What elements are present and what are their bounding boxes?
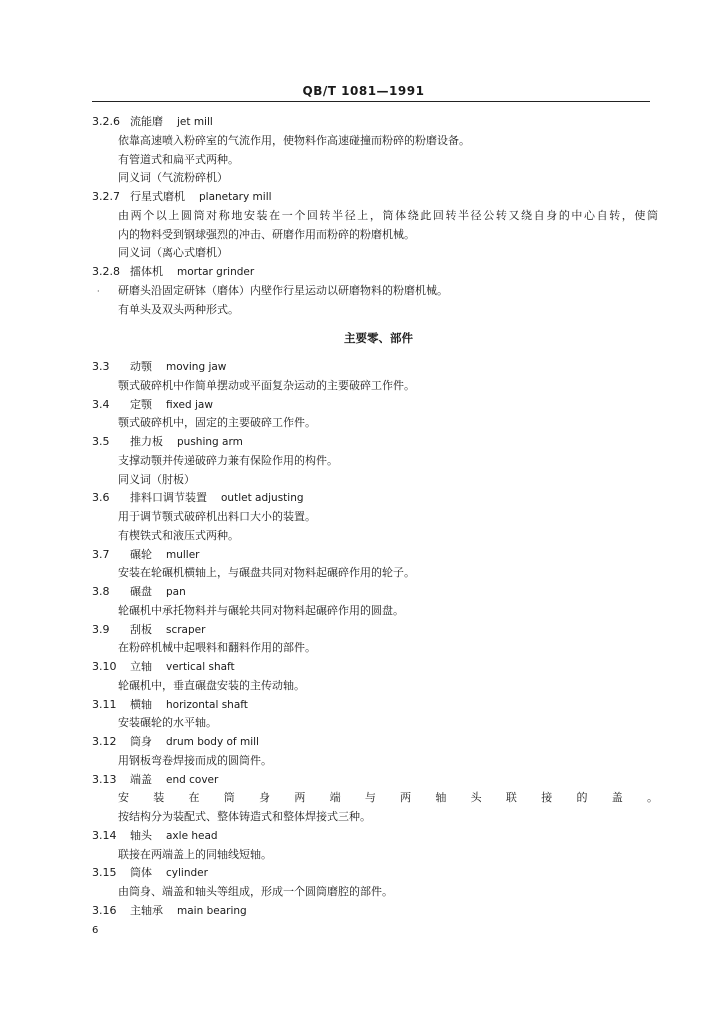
term-english: pushing arm — [177, 436, 243, 448]
term-english: drum body of mill — [166, 736, 259, 748]
term-english: pan — [166, 586, 186, 598]
term-chinese: 刮板 — [130, 622, 152, 636]
term-definition-line: 用钢板弯卷焊接而成的圆筒件。 — [118, 753, 272, 767]
term-english: planetary mill — [199, 191, 272, 203]
term-definition-line: 有单头及双头两种形式。 — [118, 302, 239, 316]
term-entry — [0, 733, 727, 771]
term-definition-line: 联接在两端盖上的同轴线短轴。 — [118, 847, 272, 861]
term-definition-line: 支撑动颚并传递破碎力兼有保险作用的构件。 — [118, 453, 338, 467]
term-definition-line: 由筒身、端盖和轴头等组成，形成一个圆筒磨腔的部件。 — [118, 885, 393, 898]
term-definition-line: 由两个以上圆筒对称地安装在一个回转半径上，筒体绕此回转半径公转又绕自身的中心自转，使筒 — [118, 208, 658, 222]
term-english: cylinder — [166, 867, 208, 880]
term-english: horizontal shaft — [166, 698, 248, 711]
term-chinese: 轴头 — [130, 828, 152, 842]
term-heading — [0, 902, 727, 921]
term-number: 3.7 — [92, 547, 110, 561]
section-heading: 主要零、部件 — [344, 331, 413, 346]
term-heading — [0, 433, 727, 452]
term-number: 3.15 — [92, 866, 117, 880]
term-heading — [0, 583, 727, 602]
term-definition-line: 安装在轮碾机横轴上，与碾盘共同对物料起碾碎作用的轮子。 — [118, 566, 415, 580]
term-entry — [0, 263, 727, 319]
term-entry — [0, 546, 727, 584]
term-definition-line: 轮碾机中，垂直碾盘安装的主传动轴。 — [118, 678, 305, 692]
term-heading — [0, 546, 727, 565]
term-english: jet mill — [177, 116, 213, 128]
term-number: 3.12 — [92, 735, 117, 748]
term-chinese: 主轴承 — [130, 903, 163, 917]
term-definition-line: 按结构分为装配式、整体铸造式和整体焊接式三种。 — [118, 810, 371, 823]
term-definition-line: 安装碾轮的水平轴。 — [118, 716, 217, 730]
term-entry — [0, 696, 727, 734]
term-heading — [0, 263, 727, 282]
term-number: 3.2.6 — [92, 115, 120, 128]
term-number: 3.10 — [92, 660, 117, 673]
term-chinese: 筒体 — [130, 866, 152, 880]
term-definition-line: 同义词（肘板） — [118, 472, 195, 486]
term-entry — [0, 902, 727, 921]
term-heading — [0, 489, 727, 508]
term-definition-line: 有管道式和扁平式两种。 — [118, 152, 239, 166]
term-english: muller — [166, 548, 200, 561]
term-english: vertical shaft — [166, 661, 235, 673]
term-number: 3.6 — [92, 491, 110, 505]
term-number: 3.2.7 — [92, 190, 120, 203]
term-chinese: 立轴 — [130, 660, 152, 673]
term-chinese: 碾轮 — [130, 547, 152, 561]
term-chinese: 推力板 — [130, 435, 163, 448]
term-number: 3.2.8 — [92, 265, 120, 278]
term-entry — [0, 358, 727, 396]
term-english: scraper — [166, 623, 206, 636]
term-number: 3.16 — [92, 903, 117, 917]
term-heading — [0, 188, 727, 207]
term-heading — [0, 827, 727, 846]
term-entry — [0, 396, 727, 434]
term-entry — [0, 658, 727, 696]
term-definition-line: 在粉碎机械中起喂料和翻料作用的部件。 — [118, 641, 316, 655]
page-content — [0, 113, 727, 921]
term-definition-line: 同义词（气流粉碎机） — [118, 171, 228, 185]
term-number: 3.11 — [92, 697, 117, 711]
term-heading — [0, 396, 727, 415]
term-definition-line: 轮碾机中承托物料并与碾轮共同对物料起碾碎作用的圆盘。 — [118, 603, 404, 617]
standard-code-header: QB/T 1081—1991 — [302, 84, 425, 98]
term-definition-line: 颚式破碎机中，固定的主要破碎工作件。 — [118, 416, 316, 430]
term-entry — [0, 188, 727, 263]
term-english: fixed jaw — [166, 398, 213, 411]
term-entry — [0, 113, 727, 188]
term-definition-line: 依靠高速喷入粉碎室的气流作用，使物料作高速碰撞而粉碎的粉磨设备。 — [118, 133, 470, 147]
header-rule — [92, 101, 650, 102]
margin-mark: · — [97, 286, 100, 296]
term-english: main bearing — [177, 904, 247, 917]
term-heading — [0, 358, 727, 377]
term-number: 3.9 — [92, 622, 110, 636]
term-entry — [0, 864, 727, 902]
term-number: 3.5 — [92, 435, 110, 448]
term-chinese: 筒身 — [130, 735, 152, 748]
term-chinese: 流能磨 — [130, 115, 163, 128]
term-number: 3.4 — [92, 397, 110, 411]
term-definition-line: 有楔铁式和液压式两种。 — [118, 528, 239, 542]
term-chinese: 横轴 — [130, 697, 152, 711]
term-heading — [0, 733, 727, 752]
term-heading — [0, 621, 727, 640]
term-definition-line: 安装在筒身两端与两轴头联接的盖。 — [118, 791, 658, 805]
term-definition-line: 同义词（离心式磨机） — [118, 246, 228, 260]
term-block-grinding-machines — [0, 113, 727, 319]
term-number: 3.14 — [92, 828, 117, 842]
term-english: mortar grinder — [177, 266, 255, 278]
term-chinese: 行星式磨机 — [130, 190, 185, 203]
term-english: axle head — [166, 829, 218, 842]
term-heading — [0, 696, 727, 715]
term-english: outlet adjusting — [221, 492, 304, 505]
term-chinese: 动颚 — [130, 360, 152, 373]
term-entry — [0, 827, 727, 865]
term-english: moving jaw — [166, 361, 227, 373]
term-chinese: 排料口调节装置 — [130, 491, 207, 505]
term-number: 3.8 — [92, 585, 110, 598]
term-definition-line: 颚式破碎机中作简单摆动或平面复杂运动的主要破碎工作件。 — [118, 378, 415, 392]
term-number: 3.3 — [92, 360, 110, 373]
page-number: 6 — [92, 925, 99, 936]
term-english: end cover — [166, 773, 219, 786]
term-entry — [0, 433, 727, 489]
term-heading — [0, 658, 727, 677]
term-chinese: 定颚 — [130, 397, 152, 411]
term-entry — [0, 771, 727, 827]
term-number: 3.13 — [92, 772, 117, 786]
term-definition-line: 研磨头沿固定研钵（磨体）内壁作行星运动以研磨物料的粉磨机械。 · — [97, 283, 448, 297]
term-definition-line: 内的物料受到钢球强烈的冲击、研磨作用而粉碎的粉磨机械。 — [118, 227, 415, 241]
term-chinese: 端盖 — [130, 772, 152, 786]
term-entry — [0, 489, 727, 545]
term-entry — [0, 621, 727, 659]
term-entry — [0, 583, 727, 621]
term-heading — [0, 113, 727, 132]
term-chinese: 碾盘 — [130, 585, 152, 598]
term-chinese: 擂体机 — [130, 265, 163, 278]
term-heading — [0, 771, 727, 790]
term-definition-line: 用于调节颚式破碎机出料口大小的装置。 — [118, 510, 316, 523]
term-block-main-parts — [0, 358, 727, 921]
term-heading — [0, 864, 727, 883]
